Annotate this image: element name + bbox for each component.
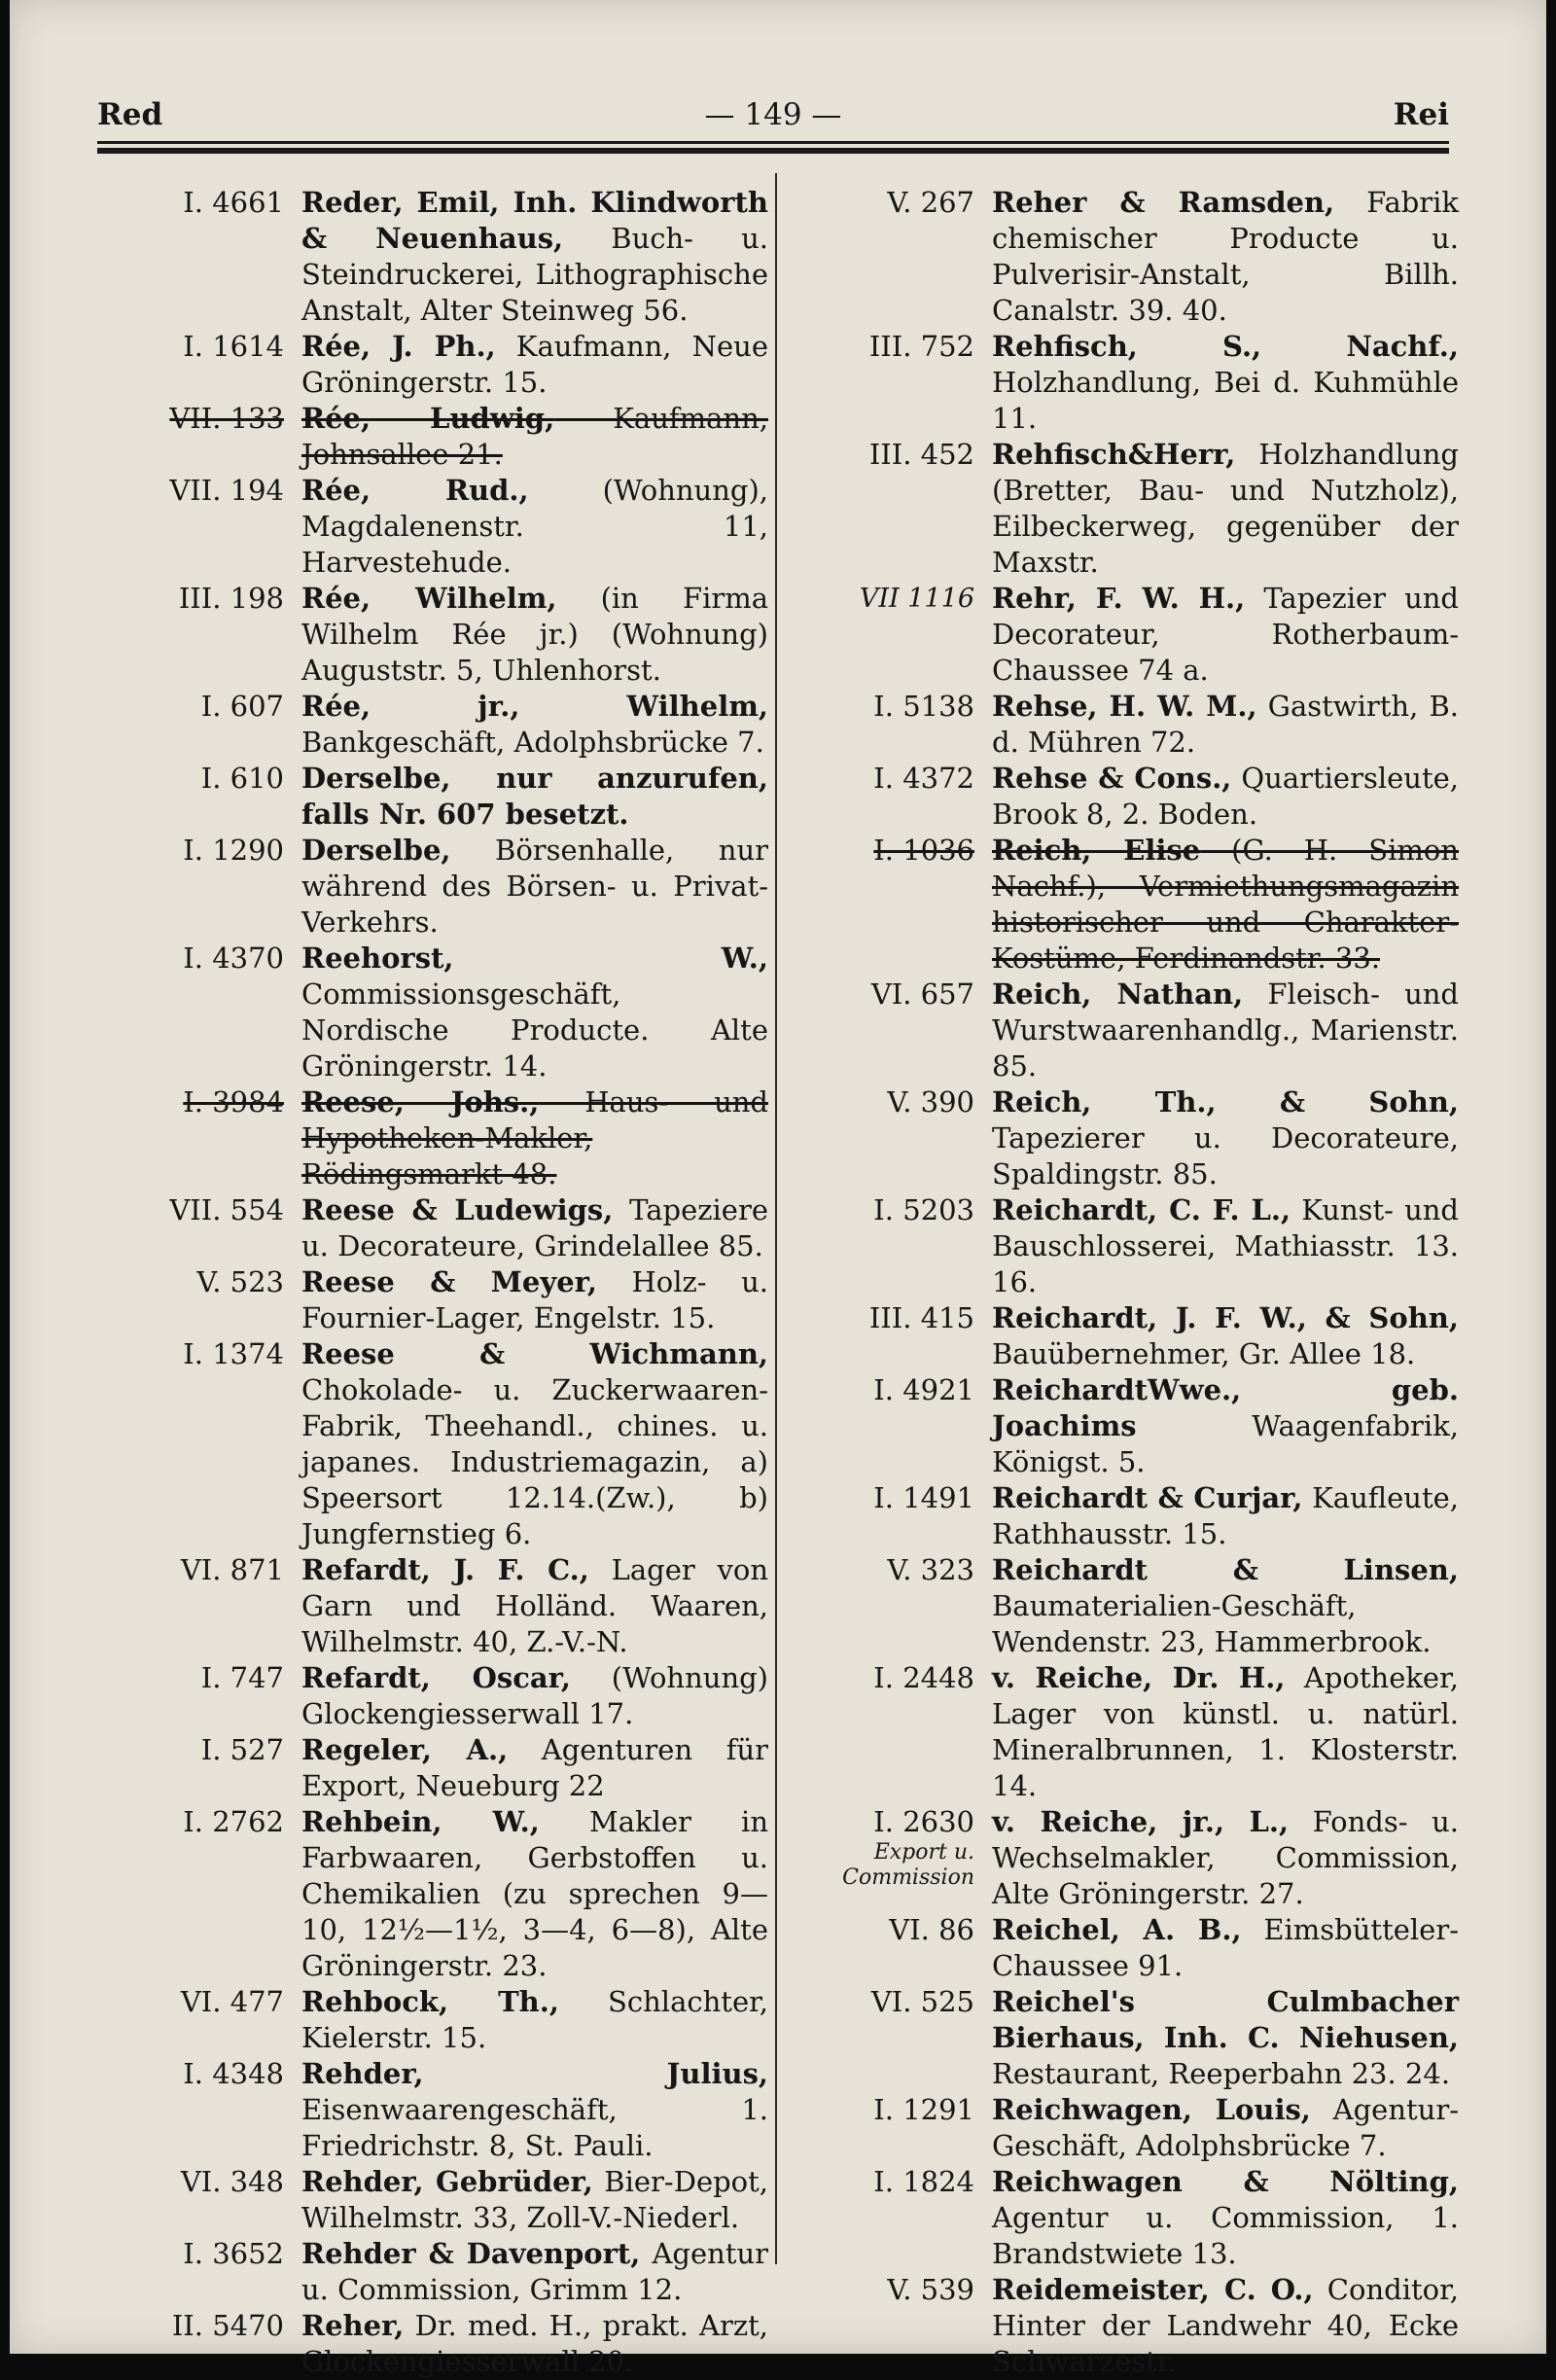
phone-number: VII. 194 bbox=[169, 474, 284, 507]
entry-details: Bier-Depot, Wilhelmstr. 33, Zoll-V.-Niederl. bbox=[301, 2165, 769, 2234]
entry-name: Reich, Elise bbox=[992, 834, 1201, 867]
entry-text bbox=[301, 1984, 768, 2056]
entry-details: Holzhandlung (Bretter, Bau- und Nutzholz), Eilbeckerweg, gegenüber der Maxstr. bbox=[992, 438, 1459, 579]
entry-details: Tapezier und Decorateur, Rotherbaum-Chaussee 74 a. bbox=[992, 582, 1459, 687]
entry-details: Chokolade- u. Zuckerwaaren-Fabrik, Theehandl., chines. u. japanes. Industriemagazin, a) Speersort 12.14.(Zw.), b) Jungfernstieg 6. bbox=[301, 1373, 768, 1550]
entry-name: Reher & Ramsden, bbox=[992, 186, 1335, 219]
phone-number: I. 610 bbox=[200, 762, 284, 795]
entry-details: Agentur u. Commission, Grimm 12. bbox=[301, 2237, 768, 2306]
entry-details: Agentur u. Commission, 1. Brandstwiete 13. bbox=[992, 2201, 1459, 2270]
header-rule-thick bbox=[97, 148, 1449, 154]
phone-number: I. 2630 Export u. Commission bbox=[793, 1804, 992, 1912]
directory-entry bbox=[102, 761, 768, 833]
entry-text bbox=[992, 977, 1459, 1084]
entry-text bbox=[992, 1480, 1459, 1552]
entry-details: Quartiersleute, Brook 8, 2. Boden. bbox=[992, 762, 1459, 831]
directory-entry bbox=[102, 473, 768, 581]
directory-entry bbox=[793, 689, 1459, 761]
directory-entry bbox=[102, 833, 768, 941]
entry-details: Commissionsgeschäft, Nordische Producte. Alte Gröningerstr. 14. bbox=[301, 977, 768, 1083]
entry-name: Reichel, A. B., bbox=[992, 1913, 1242, 1946]
entry-details: (G. H. Simon Nachf.), Vermiethungsmagazin historischer und Charakter-Kostüme, Ferdinandstr. 33. bbox=[992, 834, 1460, 975]
entry-text bbox=[992, 689, 1459, 761]
page-number: — 149 — bbox=[704, 97, 842, 132]
directory-entry bbox=[102, 2056, 768, 2164]
phone-number: VII. 554 bbox=[169, 1193, 284, 1226]
directory-entry bbox=[102, 1732, 768, 1804]
entry-name: Rehse, H. W. M., bbox=[992, 690, 1257, 723]
entry-name: ReichardtWwe., geb. Joachims bbox=[992, 1373, 1459, 1442]
directory-entry bbox=[102, 1192, 768, 1264]
directory-entry bbox=[793, 761, 1459, 833]
entry-text bbox=[992, 833, 1459, 977]
column-divider bbox=[775, 173, 777, 2264]
phone-number: VI. 477 bbox=[180, 1985, 284, 2018]
phone-number: VI. 86 bbox=[889, 1913, 974, 1946]
entry-text bbox=[992, 761, 1459, 833]
directory-entry bbox=[793, 2164, 1459, 2272]
directory-entry bbox=[102, 329, 768, 401]
entry-text bbox=[992, 185, 1459, 329]
entry-details: Agentur-Geschäft, Adolphsbrücke 7. bbox=[992, 2093, 1460, 2162]
header-right: Rei bbox=[1393, 97, 1449, 132]
entry-text bbox=[992, 1984, 1459, 2092]
entry-details: Kaufleute, Rathhausstr. 15. bbox=[992, 1481, 1459, 1550]
entry-name: Rée, jr., Wilhelm, bbox=[301, 690, 768, 723]
entry-name: Reichwagen, Louis, bbox=[992, 2093, 1311, 2126]
directory-entry bbox=[793, 185, 1459, 329]
directory-entry bbox=[793, 1480, 1459, 1552]
entry-details: (in Firma Wilhelm Rée jr.) (Wohnung) Auguststr. 5, Uhlenhorst. bbox=[301, 582, 768, 687]
entry-text bbox=[301, 2236, 768, 2308]
entry-name: Reich, Nathan, bbox=[992, 977, 1244, 1011]
directory-entry bbox=[102, 185, 768, 329]
phone-number: II. 5470 bbox=[171, 2309, 284, 2342]
directory-entry bbox=[793, 2272, 1459, 2380]
phone-number: I. 1491 bbox=[873, 1481, 974, 1514]
phone-number: I. 5203 bbox=[873, 1193, 974, 1226]
entry-text bbox=[301, 2164, 768, 2236]
entry-text bbox=[992, 1084, 1459, 1192]
directory-entry bbox=[793, 1984, 1459, 2092]
entry-text bbox=[301, 2056, 768, 2164]
directory-entry bbox=[793, 977, 1459, 1084]
entry-name: Reidemeister, C. O., bbox=[992, 2273, 1314, 2306]
phone-number: III. 198 bbox=[178, 582, 284, 615]
phone-number: V. 267 bbox=[887, 186, 974, 219]
phone-number: VI. 348 bbox=[180, 2165, 284, 2198]
directory-entry bbox=[102, 581, 768, 689]
entry-text bbox=[992, 2164, 1459, 2272]
entry-details: Kunst- und Bauschlosserei, Mathiasstr. 13. 16. bbox=[992, 1193, 1459, 1298]
entry-details: Dr. med. H., prakt. Arzt, Glockengiesserwall 20. bbox=[301, 2309, 768, 2378]
directory-entry bbox=[102, 1984, 768, 2056]
entry-details: Gastwirth, B. d. Mühren 72. bbox=[992, 690, 1459, 759]
entry-name: Rehbein, W., bbox=[301, 1805, 540, 1838]
phone-number: VI. 657 bbox=[870, 977, 974, 1011]
directory-entry bbox=[793, 581, 1459, 689]
entry-details: Tapeziere u. Decorateure, Grindelallee 85. bbox=[301, 1193, 768, 1262]
entry-name: Reder, Emil, Inh. Klindworth & Neuenhaus, bbox=[301, 186, 768, 255]
directory-entry bbox=[102, 1804, 768, 1984]
directory-page bbox=[10, 0, 1546, 2378]
entry-name: Derselbe, nur anzurufen, falls Nr. 607 besetzt. bbox=[301, 762, 768, 831]
entry-text bbox=[301, 833, 768, 941]
entry-name: Reese & Meyer, bbox=[301, 1265, 597, 1298]
entry-name: Regeler, A., bbox=[301, 1733, 509, 1766]
entry-text bbox=[301, 329, 768, 401]
entry-name: Reichardt, J. F. W., & Sohn, bbox=[992, 1301, 1459, 1334]
header-left: Red bbox=[97, 97, 163, 132]
entry-name: Reese, Johs., bbox=[301, 1085, 540, 1119]
entry-details: Agenturen für Export, Neueburg 22 bbox=[301, 1733, 768, 1802]
entry-name: Refardt, Oscar, bbox=[301, 1661, 571, 1694]
entry-details: Holzhandlung, Bei d. Kuhmühle 11. bbox=[992, 366, 1459, 435]
phone-number: VII 1116 bbox=[859, 584, 974, 614]
entry-details: Tapezierer u. Decorateure, Spaldingstr. 85. bbox=[992, 1121, 1459, 1190]
entry-text bbox=[301, 1264, 768, 1336]
entry-text bbox=[301, 941, 768, 1084]
entry-text bbox=[301, 2308, 768, 2380]
entry-name: Rehder, Gebrüder, bbox=[301, 2165, 593, 2198]
phone-number: I. 1824 bbox=[873, 2165, 974, 2198]
phone-number: I. 1374 bbox=[183, 1337, 284, 1370]
phone-number: III. 452 bbox=[868, 438, 974, 471]
entry-details: Eimsbütteler-Chaussee 91. bbox=[992, 1913, 1459, 1982]
phone-number: I. 4372 bbox=[873, 762, 974, 795]
entry-details: Bauübernehmer, Gr. Allee 18. bbox=[992, 1337, 1416, 1370]
phone-number: I. 607 bbox=[200, 690, 284, 723]
entry-text bbox=[992, 581, 1459, 689]
entry-name: Refardt, J. F. C., bbox=[301, 1553, 589, 1586]
entry-details: Holz- u. Fournier-Lager, Engelstr. 15. bbox=[301, 1265, 768, 1334]
directory-entry bbox=[102, 1264, 768, 1336]
entry-name: Rée, Ludwig, bbox=[301, 402, 555, 435]
entry-text bbox=[301, 1660, 768, 1732]
entry-details: Fonds- u. Wechselmakler, Commission, Alte Gröningerstr. 27. bbox=[992, 1805, 1460, 1910]
phone-number: III. 752 bbox=[868, 330, 974, 363]
entry-name: Rehder & Davenport, bbox=[301, 2237, 641, 2270]
entry-details: Eisenwaarengeschäft, 1. Friedrichstr. 8, St. Pauli. bbox=[301, 2093, 768, 2162]
entry-name: Reichardt, C. F. L., bbox=[992, 1193, 1291, 1226]
phone-number: I. 4348 bbox=[183, 2057, 284, 2090]
entry-text bbox=[301, 185, 768, 329]
phone-number: V. 323 bbox=[887, 1553, 974, 1586]
phone-number: VI. 871 bbox=[180, 1553, 284, 1586]
entry-text bbox=[992, 2272, 1459, 2380]
entry-details: Kaufmann, Neue Gröningerstr. 15. bbox=[301, 330, 768, 399]
entry-details: Bankgeschäft, Adolphsbrücke 7. bbox=[301, 726, 764, 759]
entry-name: Rée, Rud., bbox=[301, 474, 529, 507]
phone-number: I. 2448 bbox=[873, 1661, 974, 1694]
entry-details: Apotheker, Lager von künstl. u. natürl. Mineralbrunnen, 1. Klosterstr. 14. bbox=[992, 1661, 1459, 1802]
directory-entry bbox=[793, 1912, 1459, 1984]
entry-text bbox=[992, 1372, 1459, 1480]
entry-text bbox=[301, 689, 768, 761]
entry-details: Waagenfabrik, Königst. 5. bbox=[992, 1409, 1459, 1478]
entry-name: Reher, bbox=[301, 2309, 405, 2342]
phone-number: I. 3984 bbox=[183, 1085, 284, 1119]
directory-entry bbox=[793, 1552, 1459, 1660]
header-rule bbox=[97, 141, 1449, 144]
entry-name: Reehorst, W., bbox=[301, 941, 768, 975]
directory-entry bbox=[102, 689, 768, 761]
entry-details: Fleisch- und Wurstwaarenhandlg., Marienstr. 85. bbox=[992, 977, 1459, 1083]
phone-number: VI. 525 bbox=[870, 1985, 974, 2018]
entry-name: Reese & Ludewigs, bbox=[301, 1193, 614, 1226]
phone-number: I. 527 bbox=[200, 1733, 284, 1766]
entry-details: (Wohnung) Glockengiesserwall 17. bbox=[301, 1661, 768, 1730]
phone-number: I. 4370 bbox=[183, 941, 284, 975]
directory-entry bbox=[793, 1192, 1459, 1300]
directory-entry bbox=[793, 833, 1459, 977]
entry-text bbox=[992, 1804, 1459, 1912]
entry-text bbox=[301, 1084, 768, 1192]
phone-number: I. 1614 bbox=[183, 330, 284, 363]
phone-number: I. 4661 bbox=[183, 186, 284, 219]
directory-entry bbox=[102, 2308, 768, 2380]
entry-text bbox=[992, 1552, 1459, 1660]
directory-entry bbox=[102, 2164, 768, 2236]
handwritten-note: Export u. Commission bbox=[842, 1840, 974, 1890]
entry-name: Rehder, Julius, bbox=[301, 2057, 768, 2090]
directory-entry bbox=[102, 401, 768, 473]
directory-entry bbox=[102, 1660, 768, 1732]
entry-text bbox=[301, 761, 768, 833]
directory-entry bbox=[102, 1084, 768, 1192]
entry-details: (Wohnung), Magdalenenstr. 11, Harvestehude. bbox=[301, 474, 768, 579]
page-header bbox=[97, 97, 1449, 138]
phone-number: I. 4921 bbox=[873, 1373, 974, 1406]
phone-number: I. 1036 bbox=[873, 834, 974, 867]
directory-entry bbox=[102, 1336, 768, 1552]
right-column bbox=[793, 185, 1459, 2380]
phone-number: I. 1291 bbox=[873, 2093, 974, 2126]
entry-text bbox=[992, 2092, 1459, 2164]
entry-name: v. Reiche, Dr. H., bbox=[992, 1661, 1286, 1694]
phone-number: I. 1290 bbox=[183, 834, 284, 867]
entry-text bbox=[301, 581, 768, 689]
entry-text bbox=[992, 1192, 1459, 1300]
directory-entry bbox=[793, 1300, 1459, 1372]
directory-entry bbox=[102, 941, 768, 1084]
entry-name: Reichel's Culmbacher Bierhaus, Inh. C. Niehusen, bbox=[992, 1985, 1459, 2054]
entry-text bbox=[301, 1732, 768, 1804]
entry-text bbox=[301, 1804, 768, 1984]
entry-name: Rehfisch&Herr, bbox=[992, 438, 1236, 471]
entry-details: Lager von Garn und Holländ. Waaren, Wilhelmstr. 40, Z.-V.-N. bbox=[301, 1553, 768, 1658]
entry-name: Rehse & Cons., bbox=[992, 762, 1232, 795]
entry-details: Conditor, Hinter der Landwehr 40, Ecke Schwarzestr. bbox=[992, 2273, 1459, 2378]
entry-name: Rehbock, Th., bbox=[301, 1985, 559, 2018]
entry-text bbox=[301, 1192, 768, 1264]
phone-number: I. 5138 bbox=[873, 690, 974, 723]
entry-name: Reichardt & Linsen, bbox=[992, 1553, 1459, 1586]
directory-entry bbox=[793, 1804, 1459, 1912]
phone-number: V. 523 bbox=[196, 1265, 284, 1298]
entry-name: Reese & Wichmann, bbox=[301, 1337, 768, 1370]
phone-number: I. 3652 bbox=[183, 2237, 284, 2270]
entry-name: Rée, Wilhelm, bbox=[301, 582, 557, 615]
entry-name: Reich, Th., & Sohn, bbox=[992, 1085, 1459, 1119]
directory-entry bbox=[793, 1084, 1459, 1192]
entry-details: Kaufmann, Johnsallee 21. bbox=[301, 402, 768, 471]
entry-text bbox=[301, 401, 768, 473]
entry-name: Rehr, F. W. H., bbox=[992, 582, 1246, 615]
directory-entry bbox=[793, 1372, 1459, 1480]
entry-text bbox=[301, 1336, 768, 1552]
entry-details: Buch- u. Steindruckerei, Lithographische Anstalt, Alter Steinweg 56. bbox=[301, 222, 768, 327]
directory-entry bbox=[102, 1552, 768, 1660]
entry-name: v. Reiche, jr., L., bbox=[992, 1805, 1290, 1838]
entry-text bbox=[992, 1912, 1459, 1984]
entry-details: Börsenhalle, nur während des Börsen- u. Privat-Verkehrs. bbox=[301, 834, 768, 939]
directory-entry bbox=[793, 2092, 1459, 2164]
phone-number: V. 390 bbox=[887, 1085, 974, 1119]
entry-name: Derselbe, bbox=[301, 834, 451, 867]
entry-details: Restaurant, Reeperbahn 23. 24. bbox=[992, 2057, 1451, 2090]
phone-number: VII. 133 bbox=[169, 402, 284, 435]
directory-entry bbox=[793, 437, 1459, 581]
directory-entry bbox=[102, 2236, 768, 2308]
phone-number: I. 747 bbox=[200, 1661, 284, 1694]
entry-name: Reichardt & Curjar, bbox=[992, 1481, 1303, 1514]
entry-details: Schlachter, Kielerstr. 15. bbox=[301, 1985, 769, 2054]
directory-entry bbox=[793, 1660, 1459, 1804]
entry-details: Makler in Farbwaaren, Gerbstoffen u. Chemikalien (zu sprechen 9—10, 12½—1½, 3—4, 6—8), Alte Gröningerstr. 23. bbox=[301, 1805, 768, 1982]
directory-entry bbox=[793, 329, 1459, 437]
entry-text bbox=[992, 329, 1459, 437]
entry-text bbox=[992, 1660, 1459, 1804]
entry-details: Baumaterialien-Geschäft, Wendenstr. 23, Hammerbrook. bbox=[992, 1589, 1432, 1658]
phone-number: I. 2762 bbox=[183, 1805, 284, 1838]
entry-details: Fabrik chemischer Producte u. Pulverisir-Anstalt, Billh. Canalstr. 39. 40. bbox=[992, 186, 1460, 327]
entry-name: Reichwagen & Nölting, bbox=[992, 2165, 1459, 2198]
entry-name: Rehfisch, S., Nachf., bbox=[992, 330, 1459, 363]
entry-details: Haus- und Hypotheken-Makler, Rödingsmarkt 48. bbox=[301, 1085, 768, 1190]
entry-text bbox=[301, 1552, 768, 1660]
entry-name: Rée, J. Ph., bbox=[301, 330, 496, 363]
entry-text bbox=[992, 1300, 1459, 1372]
entry-text bbox=[992, 437, 1459, 581]
left-column bbox=[102, 185, 768, 2380]
phone-number: III. 415 bbox=[868, 1301, 974, 1334]
phone-number: V. 539 bbox=[887, 2273, 974, 2306]
entry-text bbox=[301, 473, 768, 581]
